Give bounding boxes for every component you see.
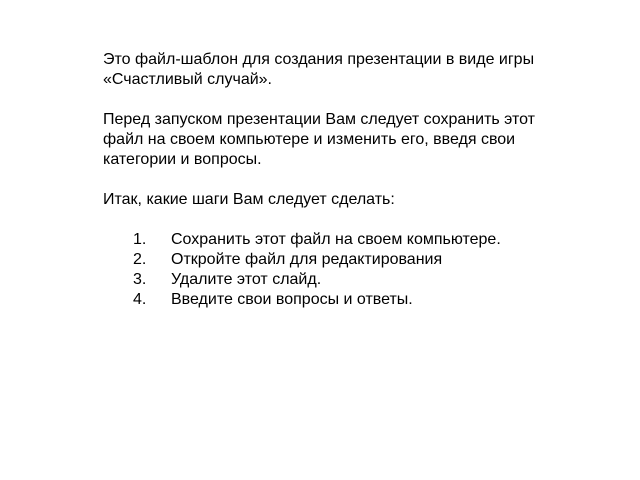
intro-paragraph: Это файл-шаблон для создания презентации в виде игры «Счастливый случай». [103,51,535,88]
instruction-paragraph: Перед запуском презентации Вам следует сохранить этот файл на своем компьютере и изменить его, введя свои категории и вопросы. [103,111,536,168]
list-item [133,290,563,310]
slide-text-box [103,50,563,310]
list-item [133,250,563,270]
step-number: 4. [133,291,147,308]
list-item [133,270,563,290]
steps-list [103,230,563,310]
list-item [133,230,563,250]
step-number: 2. [133,251,147,268]
steps-heading: Итак, какие шаги Вам следует сделать: [103,191,395,208]
step-text: Удалите этот слайд. [171,271,322,288]
step-text: Сохранить этот файл на своем компьютере. [171,231,501,248]
step-text: Откройте файл для редактирования [171,251,443,268]
step-number: 3. [133,271,147,288]
step-number: 1. [133,231,147,248]
step-text: Введите свои вопросы и ответы. [171,291,413,308]
